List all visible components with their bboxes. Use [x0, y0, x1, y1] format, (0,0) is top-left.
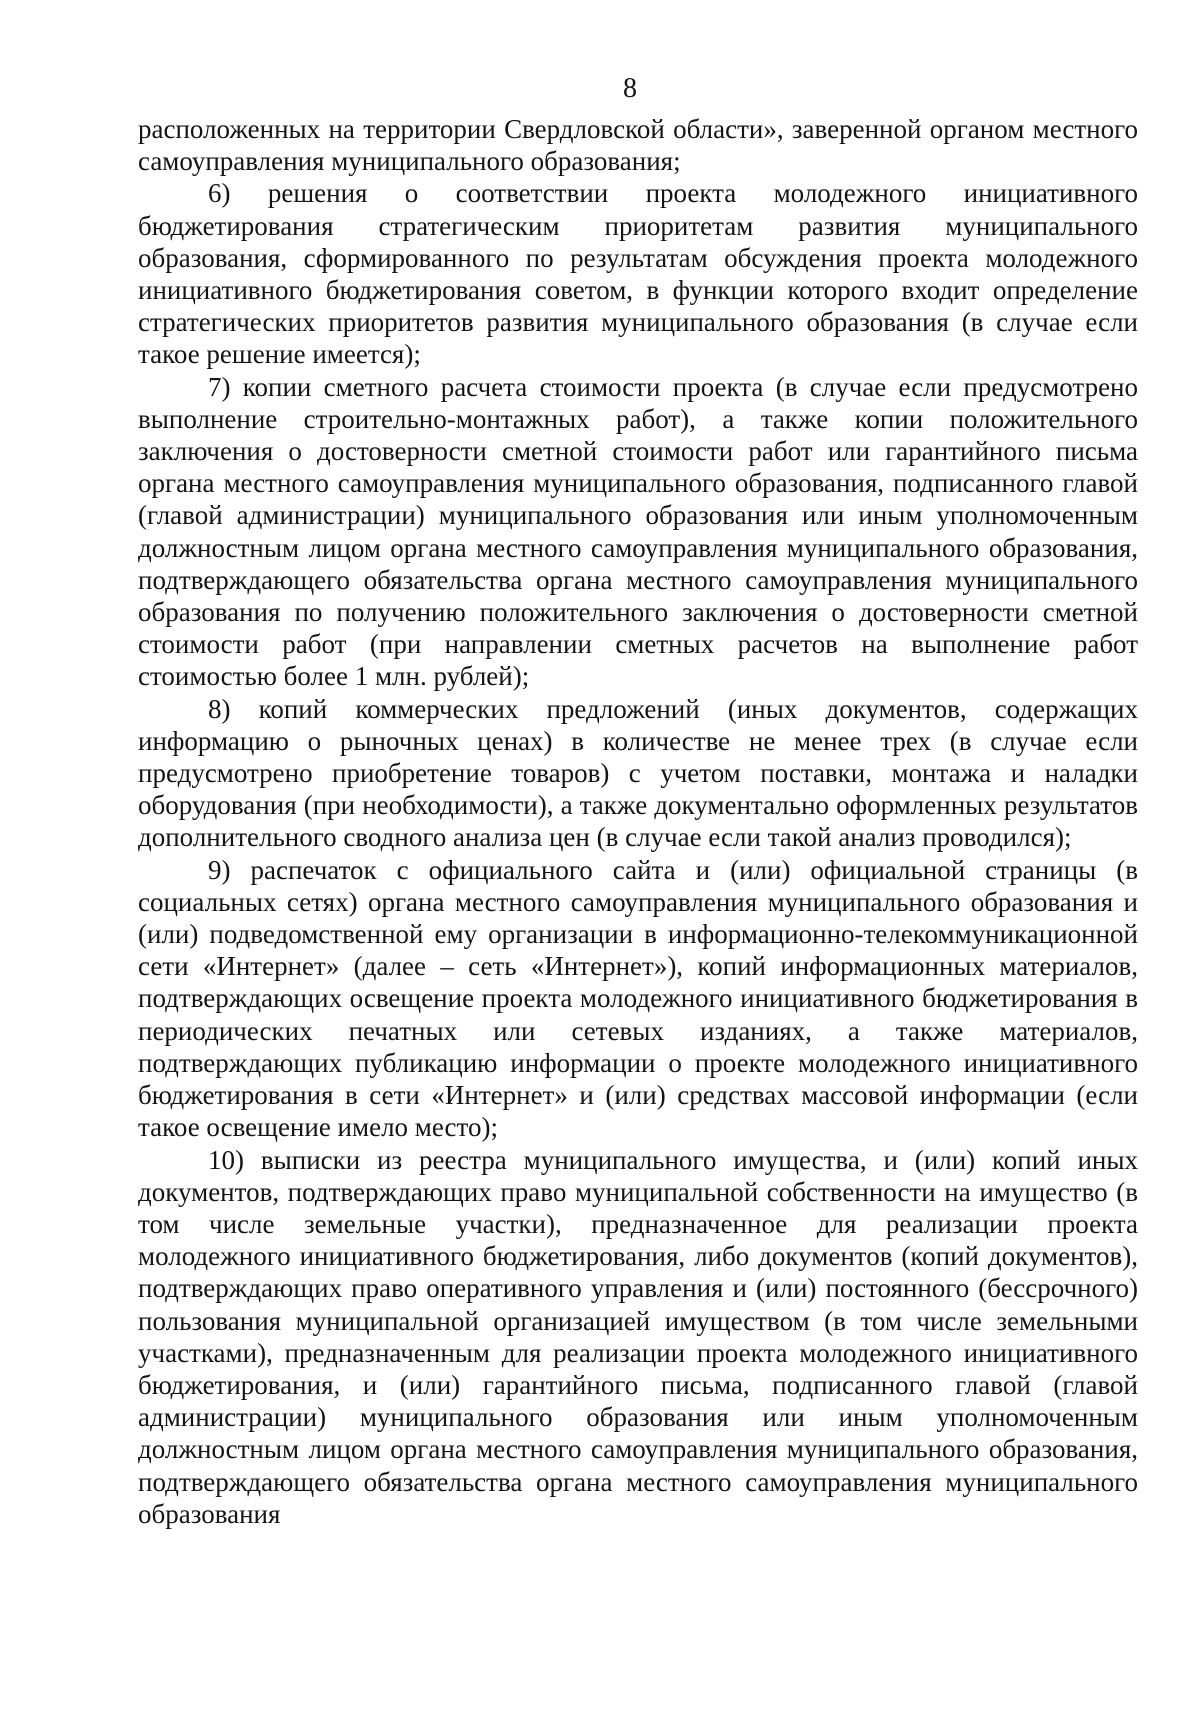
paragraph-continuation: расположенных на территории Свердловской области», заверенной органом местного самоуправления муниципального образования; — [138, 114, 1138, 177]
document-body — [138, 113, 1138, 1530]
page-number: 8 — [623, 73, 637, 104]
paragraph-item-7: 7) копии сметного расчета стоимости проекта (в случае если предусмотрено выполнение строительно-монтажных работ), а также копии положительного заключения о достоверности сметной стоимости работ или гарантийного письма органа местного самоуправления муниципального образования, подписанного главой (главой администрации) муниципального образования или иным уполномоченным должностным лицом органа местного самоуправления муниципального образования, подтверждающего обязательства органа местного самоуправления муниципального образования по получению положительного заключения о достоверности сметной стоимости работ (при направлении сметных расчетов на выполнение работ стоимостью более 1 млн. рублей); — [138, 371, 1138, 692]
paragraph-item-6: 6) решения о соответствии проекта молодежного инициативного бюджетирования стратегическим приоритетам развития муниципального образования, сформированного по результатам обсуждения проекта молодежного инициативного бюджетирования советом, в функции которого входит определение стратегических приоритетов развития муниципального образования (в случае если такое решение имеется); — [138, 178, 1138, 370]
paragraph-item-10: 10) выписки из реестра муниципального имущества, и (или) копий иных документов, подтверждающих право муниципальной собственности на имущество (в том числе земельные участки), предназначенное для реализации проекта молодежного инициативного бюджетирования, либо документов (копий документов), подтверждающих право оперативного управления и (или) постоянного (бессрочного) пользования муниципальной организацией имуществом (в том числе земельными участками), предназначенным для реализации проекта молодежного инициативного бюджетирования, и (или) гарантийного письма, подписанного главой (главой администрации) муниципального образования или иным уполномоченным должностным лицом органа местного самоуправления муниципального образования, подтверждающего обязательства органа местного самоуправления муниципального образования — [138, 1144, 1138, 1529]
paragraph-item-9: 9) распечаток с официального сайта и (или) официальной страницы (в социальных сетях) органа местного самоуправления муниципального образования и (или) подведомственной ему организации в информационно-телекоммуникационной сети «Интернет» (далее – сеть «Интернет»), копий информационных материалов, подтверждающих освещение проекта молодежного инициативного бюджетирования в периодических печатных или сетевых изданиях, а также материалов, подтверждающих публикацию информации о проекте молодежного инициативного бюджетирования в сети «Интернет» и (или) средствах массовой информации (если такое освещение имело место); — [138, 854, 1138, 1143]
paragraph-item-8: 8) копий коммерческих предложений (иных документов, содержащих информацию о рыночных ценах) в количестве не менее трех (в случае если предусмотрено приобретение товаров) с учетом поставки, монтажа и наладки оборудования (при необходимости), а также документально оформленных результатов дополнительного сводного анализа цен (в случае если такой анализ проводился); — [138, 693, 1138, 853]
